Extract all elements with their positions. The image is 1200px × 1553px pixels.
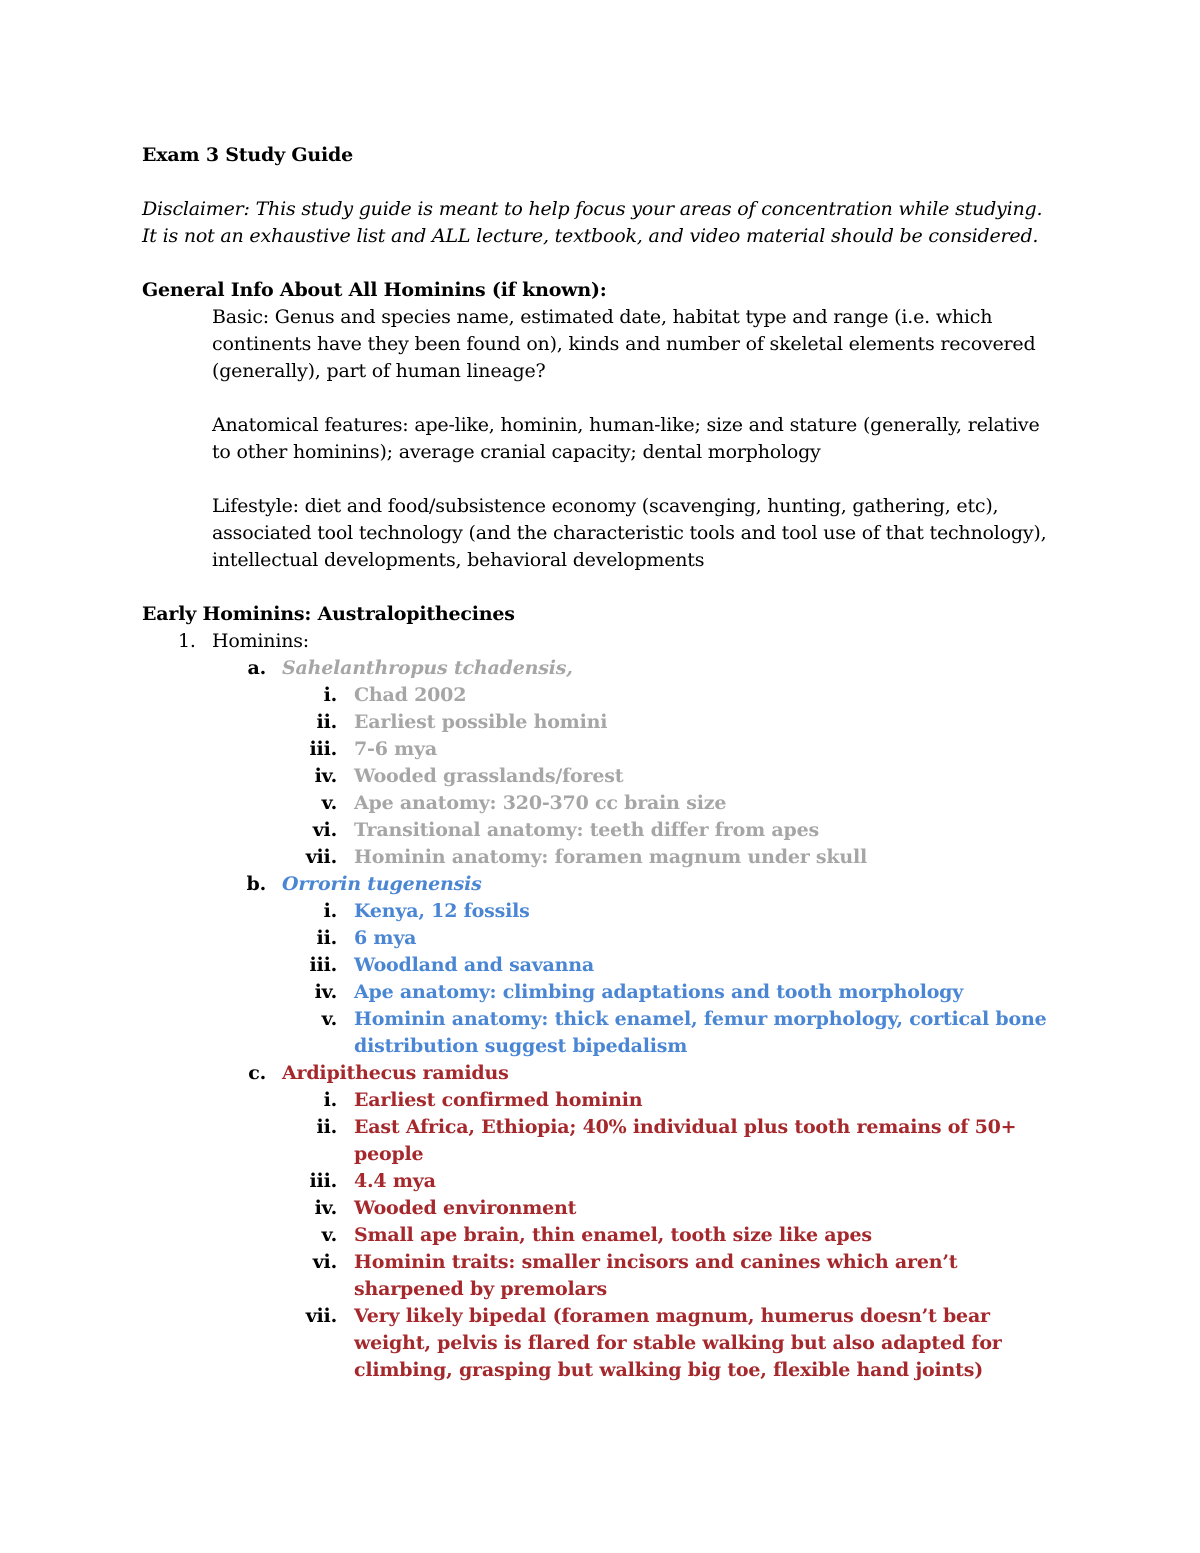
list-item	[142, 736, 1060, 763]
species-item-orrorin	[142, 871, 1060, 1060]
point-marker: v.	[321, 792, 337, 814]
list-item	[142, 709, 1060, 736]
point-marker: iii.	[309, 1170, 337, 1192]
species-marker: a.	[247, 657, 266, 679]
list-item	[142, 763, 1060, 790]
point-marker: v.	[321, 1224, 337, 1246]
point-marker: iii.	[309, 738, 337, 760]
early-hominins-heading: Early Hominins: Australopithecines	[142, 603, 515, 625]
species-name: Sahelanthropus tchadensis,	[282, 657, 573, 679]
point-marker: vii.	[305, 846, 337, 868]
list-item	[142, 817, 1060, 844]
list-item-hominins	[142, 628, 1060, 655]
species-name: Ardipithecus ramidus	[282, 1062, 509, 1084]
point-marker: v.	[321, 1008, 337, 1030]
species-list	[142, 655, 1060, 1384]
point-marker: iii.	[309, 954, 337, 976]
document-title: Exam 3 Study Guide	[142, 144, 353, 166]
point-text: Wooded environment	[354, 1197, 577, 1219]
species-points	[142, 682, 1060, 871]
species-name: Orrorin tugenensis	[282, 873, 482, 895]
general-basic-paragraph: Basic: Genus and species name, estimated date, habitat type and range (i.e. which continents have they been found on), kinds and number of skeletal elements recovered (generally), part of human lineage?	[212, 306, 1036, 382]
point-marker: iv.	[314, 1197, 337, 1219]
list-item	[142, 1195, 1060, 1222]
point-text: Wooded grasslands/forest	[354, 765, 624, 787]
early-hominins-list	[142, 628, 1060, 655]
point-marker: ii.	[316, 711, 337, 733]
general-anatomical-paragraph: Anatomical features: ape-like, hominin, human-like; size and stature (generally, relative to other hominins); average cranial capacity; dental morphology	[212, 414, 1040, 463]
point-text: Earliest possible homini	[354, 711, 608, 733]
point-text: Woodland and savanna	[354, 954, 594, 976]
species-item-ardipithecus	[142, 1060, 1060, 1384]
point-text: Very likely bipedal (foramen magnum, humerus doesn’t bear weight, pelvis is flared for stable walking but also adapted for climbing, grasping but walking big toe, flexible hand joints)	[354, 1305, 1002, 1381]
point-text: 7-6 mya	[354, 738, 437, 760]
general-info-heading: General Info About All Hominins (if known):	[142, 279, 607, 301]
list-item	[142, 952, 1060, 979]
point-marker: iv.	[314, 765, 337, 787]
point-marker: ii.	[316, 1116, 337, 1138]
point-marker: iv.	[314, 981, 337, 1003]
list-item	[142, 1006, 1060, 1060]
list-item-label: Hominins:	[212, 630, 310, 652]
list-item	[142, 1114, 1060, 1168]
point-text: Kenya, 12 fossils	[354, 900, 530, 922]
point-marker: i.	[323, 900, 337, 922]
list-item	[142, 898, 1060, 925]
list-item	[142, 1303, 1060, 1384]
point-marker: vii.	[305, 1305, 337, 1327]
point-text: Transitional anatomy: teeth differ from apes	[354, 819, 819, 841]
general-lifestyle-paragraph: Lifestyle: diet and food/subsistence economy (scavenging, hunting, gathering, etc), associated tool technology (and the characteristic tools and tool use of that technology), intellectual developments, behavioral developments	[212, 495, 1047, 571]
list-item	[142, 1168, 1060, 1195]
point-marker: i.	[323, 1089, 337, 1111]
point-text: East Africa, Ethiopia; 40% individual plus tooth remains of 50+ people	[354, 1116, 1017, 1165]
list-item	[142, 979, 1060, 1006]
point-text: Ape anatomy: climbing adaptations and tooth morphology	[354, 981, 964, 1003]
species-marker: b.	[246, 873, 266, 895]
point-text: Small ape brain, thin enamel, tooth size like apes	[354, 1224, 872, 1246]
point-text: 4.4 mya	[354, 1170, 436, 1192]
list-item	[142, 1222, 1060, 1249]
point-marker: i.	[323, 684, 337, 706]
point-text: Chad 2002	[354, 684, 467, 706]
point-text: 6 mya	[354, 927, 417, 949]
point-text: Earliest confirmed hominin	[354, 1089, 643, 1111]
point-text: Hominin anatomy: foramen magnum under skull	[354, 846, 868, 868]
species-item-sahelanthropus	[142, 655, 1060, 871]
list-item	[142, 790, 1060, 817]
point-marker: ii.	[316, 927, 337, 949]
species-marker: c.	[248, 1062, 266, 1084]
species-points	[142, 1087, 1060, 1384]
list-item	[142, 1087, 1060, 1114]
point-marker: vi.	[312, 1251, 337, 1273]
point-text: Hominin anatomy: thick enamel, femur morphology, cortical bone distribution suggest bipedalism	[354, 1008, 1047, 1057]
point-text: Hominin traits: smaller incisors and canines which aren’t sharpened by premolars	[354, 1251, 958, 1300]
list-item	[142, 1249, 1060, 1303]
point-marker: vi.	[312, 819, 337, 841]
list-item	[142, 925, 1060, 952]
list-number: 1.	[178, 630, 196, 652]
point-text: Ape anatomy: 320-370 cc brain size	[354, 792, 727, 814]
species-points	[142, 898, 1060, 1060]
list-item	[142, 682, 1060, 709]
list-item	[142, 844, 1060, 871]
disclaimer-text: Disclaimer: This study guide is meant to help focus your areas of concentration while studying. It is not an exhaustive list and ALL lecture, textbook, and video material should be considered.	[142, 198, 1043, 247]
